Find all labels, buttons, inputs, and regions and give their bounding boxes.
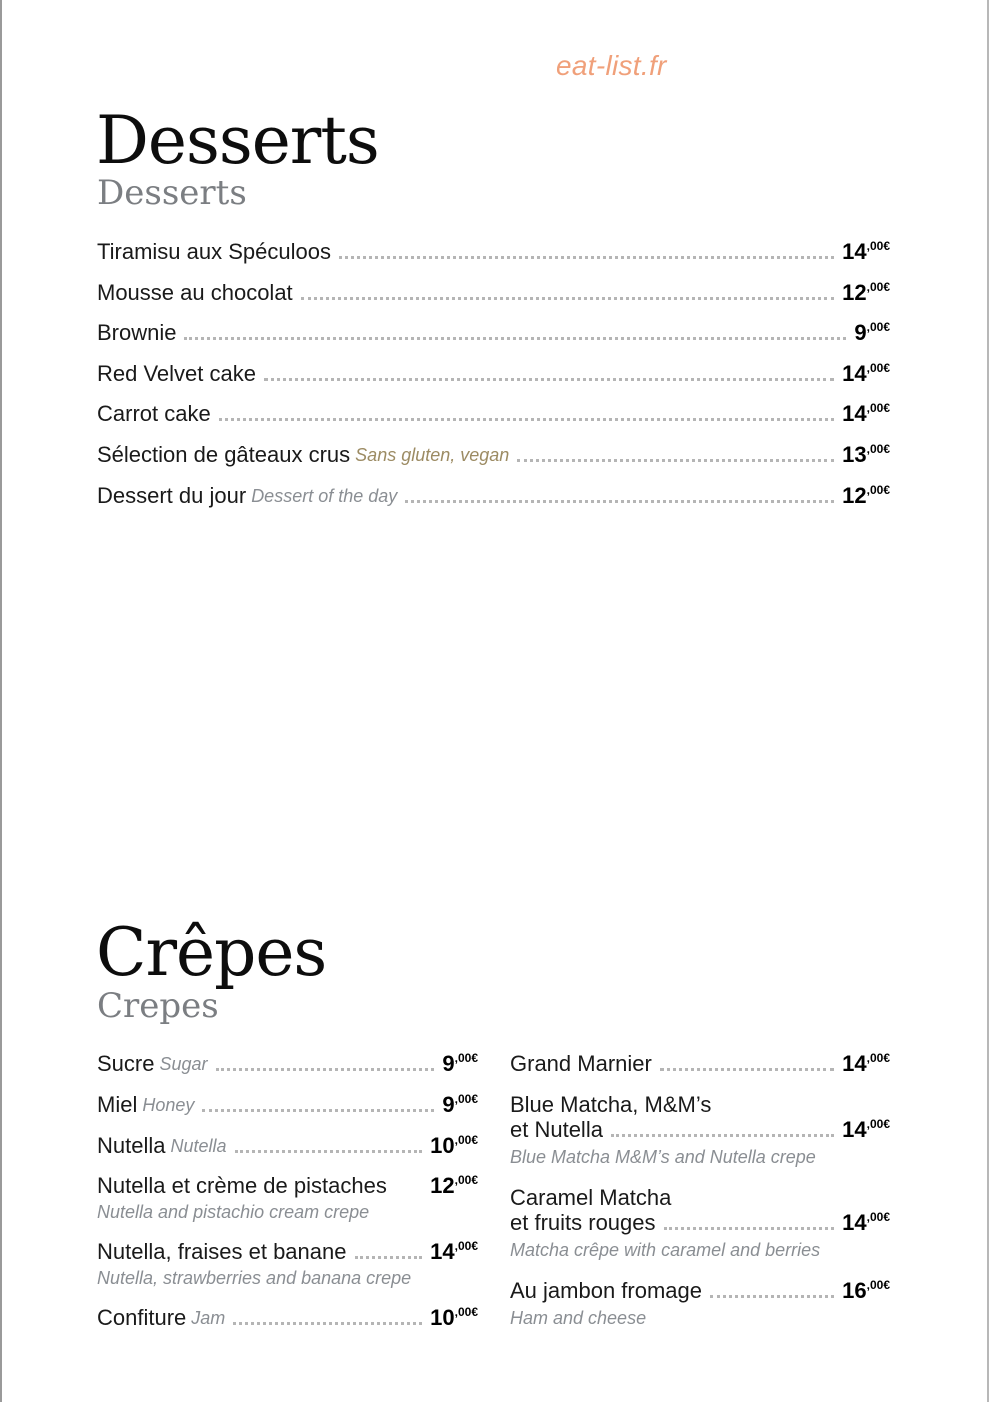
leader-dots [301,297,834,300]
dessert-item [97,401,890,427]
desserts-title: Desserts [96,102,379,179]
item-translation: Nutella, strawberries and banana crepe [97,1268,412,1288]
item-price: 10 ,00€ [430,1133,478,1158]
leader-dots [355,1256,423,1259]
crepe-item [97,1051,478,1077]
item-translation: Nutella and pistachio cream crepe [97,1202,370,1222]
item-name: Nutella, fraises et banane [97,1239,347,1264]
item-name: Sélection de gâteaux crus [97,442,351,467]
item-description: Sugar [159,1054,208,1074]
leader-dots [202,1109,434,1112]
item-name: Tiramisu aux Spéculoos [97,239,331,264]
leader-dots [405,500,834,503]
item-price: 13 ,00€ [842,442,890,467]
item-name: Carrot cake [97,401,211,426]
item-name: Red Velvet cake [97,361,256,386]
item-description: Jam [191,1308,226,1328]
crepe-item [97,1092,478,1118]
item-price: 9 ,00€ [442,1051,478,1076]
desserts-subtitle: Desserts [97,173,247,213]
item-price: 12 ,00€ [430,1173,478,1198]
item-price: 12 ,00€ [842,280,890,305]
crepe-item [97,1239,478,1265]
item-price: 9 ,00€ [854,320,890,345]
item-translation: Blue Matcha M&M’s and Nutella crepe [510,1147,816,1167]
leader-dots [235,1150,423,1153]
dessert-item [97,442,890,468]
dessert-item [97,483,890,509]
leader-dots [264,378,834,381]
item-name-line1: Caramel Matcha [510,1185,672,1210]
item-price: 14 ,00€ [842,1117,890,1142]
crepe-item [97,1305,478,1331]
crepe-item [510,1278,890,1304]
crepe-item [510,1051,890,1077]
item-price: 14 ,00€ [430,1239,478,1264]
item-price: 10 ,00€ [430,1305,478,1330]
leader-dots [184,337,846,340]
item-name: Brownie [97,320,177,345]
crepe-item [97,1133,478,1159]
dessert-item [97,239,890,265]
dessert-item [97,280,890,306]
leader-dots [391,1190,426,1193]
leader-dots [710,1295,834,1298]
leader-dots [219,418,834,421]
item-name-line1: Blue Matcha, M&M’s [510,1092,712,1117]
watermark: eat-list.fr [556,50,667,81]
item-translation: Matcha crêpe with caramel and berries [510,1240,821,1260]
item-price: 9 ,00€ [442,1092,478,1117]
item-name: Confiture [97,1305,187,1330]
item-name: et Nutella [510,1117,603,1142]
item-name: Sucre [97,1051,155,1076]
crepe-item [510,1210,890,1236]
item-name: Grand Marnier [510,1051,652,1076]
item-price: 14 ,00€ [842,239,890,264]
item-price: 16 ,00€ [842,1278,890,1303]
leader-dots [664,1227,835,1230]
item-name: Mousse au chocolat [97,280,293,305]
crepes-subtitle: Crepes [97,986,219,1026]
item-price: 14 ,00€ [842,1210,890,1235]
item-translation: Ham and cheese [510,1308,647,1328]
item-description: Nutella [170,1136,227,1156]
leader-dots [339,256,834,259]
leader-dots [611,1134,834,1137]
item-price: 12 ,00€ [842,483,890,508]
crepe-item [97,1173,478,1199]
dessert-item [97,320,890,346]
item-price: 14 ,00€ [842,401,890,426]
leader-dots [233,1322,422,1325]
page-left-edge [0,0,2,1402]
item-name: Nutella [97,1133,166,1158]
item-description: Honey [142,1095,195,1115]
crepe-item [510,1117,890,1143]
crepes-title: Crêpes [96,914,327,991]
leader-dots [517,459,834,462]
item-name: Miel [97,1092,138,1117]
item-description: Sans gluten, vegan [355,445,510,465]
item-price: 14 ,00€ [842,1051,890,1076]
item-name: et fruits rouges [510,1210,656,1235]
item-name: Au jambon fromage [510,1278,702,1303]
dessert-item [97,361,890,387]
leader-dots [216,1068,435,1071]
leader-dots [660,1068,834,1071]
item-description: Dessert of the day [251,486,398,506]
item-name: Dessert du jour [97,483,247,508]
item-price: 14 ,00€ [842,361,890,386]
item-name: Nutella et crème de pistaches [97,1173,387,1198]
